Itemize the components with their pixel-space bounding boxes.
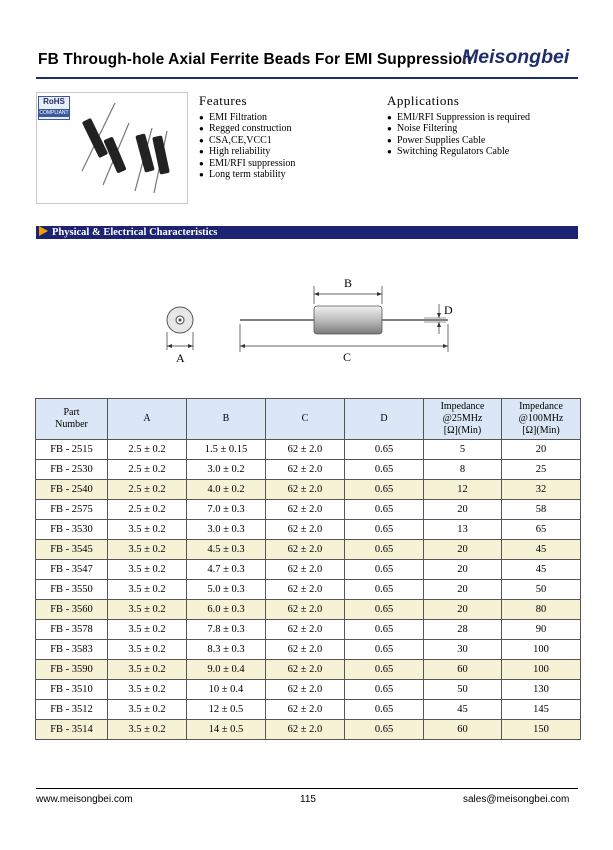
cell-b: 14 ± 0.5 bbox=[187, 720, 266, 740]
table-row bbox=[36, 540, 581, 560]
table-row bbox=[36, 480, 581, 500]
cell-b: 10 ± 0.4 bbox=[187, 680, 266, 700]
cell-c: 62 ± 2.0 bbox=[266, 720, 345, 740]
cell-a: 3.5 ± 0.2 bbox=[108, 600, 187, 620]
cell-part: FB - 3510 bbox=[36, 680, 108, 700]
features-list bbox=[199, 112, 295, 180]
cell-c: 62 ± 2.0 bbox=[266, 500, 345, 520]
table-row bbox=[36, 500, 581, 520]
applications-heading: Applications bbox=[387, 93, 460, 108]
cell-d: 0.65 bbox=[345, 500, 424, 520]
bullet-icon: ● bbox=[387, 147, 392, 157]
cell-z100: 45 bbox=[502, 560, 581, 580]
cell-d: 0.65 bbox=[345, 560, 424, 580]
feature-item-text: CSA,CE,VCC1 bbox=[209, 134, 272, 146]
cell-z25: 45 bbox=[424, 700, 502, 720]
rohs-badge bbox=[38, 96, 70, 120]
cell-z100: 100 bbox=[502, 640, 581, 660]
cell-a: 2.5 ± 0.2 bbox=[108, 500, 187, 520]
cell-z25: 20 bbox=[424, 600, 502, 620]
cell-a: 2.5 ± 0.2 bbox=[108, 460, 187, 480]
cell-z100: 58 bbox=[502, 500, 581, 520]
brand-logo: Meisongbei bbox=[462, 46, 570, 68]
cell-a: 3.5 ± 0.2 bbox=[108, 640, 187, 660]
section-title: Physical & Electrical Characteristics bbox=[52, 227, 218, 238]
cell-b: 1.5 ± 0.15 bbox=[187, 440, 266, 460]
cell-a: 3.5 ± 0.2 bbox=[108, 660, 187, 680]
cell-b: 5.0 ± 0.3 bbox=[187, 580, 266, 600]
cell-z100: 80 bbox=[502, 600, 581, 620]
cell-part: FB - 3530 bbox=[36, 520, 108, 540]
footer-website[interactable]: www.meisongbei.com bbox=[36, 794, 133, 805]
cell-a: 2.5 ± 0.2 bbox=[108, 480, 187, 500]
cell-d: 0.65 bbox=[345, 520, 424, 540]
column-header: Impedance @100MHz [Ω](Min) bbox=[502, 399, 581, 440]
cell-part: FB - 3583 bbox=[36, 640, 108, 660]
cell-z100: 32 bbox=[502, 480, 581, 500]
cell-z100: 145 bbox=[502, 700, 581, 720]
cell-d: 0.65 bbox=[345, 460, 424, 480]
bullet-icon: ● bbox=[199, 135, 204, 145]
feature-item-text: EMI Filtration bbox=[209, 112, 268, 123]
cell-d: 0.65 bbox=[345, 440, 424, 460]
cell-z25: 60 bbox=[424, 660, 502, 680]
bullet-icon: ● bbox=[199, 113, 204, 122]
cell-c: 62 ± 2.0 bbox=[266, 600, 345, 620]
cell-part: FB - 2540 bbox=[36, 480, 108, 500]
column-header: Part Number bbox=[36, 399, 108, 440]
table-row bbox=[36, 560, 581, 580]
bullet-icon: ● bbox=[387, 135, 392, 145]
cell-z100: 90 bbox=[502, 620, 581, 640]
feature-item bbox=[199, 169, 295, 180]
table-row bbox=[36, 720, 581, 740]
bullet-icon: ● bbox=[387, 124, 392, 134]
cell-z25: 20 bbox=[424, 500, 502, 520]
bullet-icon: ● bbox=[199, 158, 204, 168]
cell-z25: 13 bbox=[424, 520, 502, 540]
cell-a: 3.5 ± 0.2 bbox=[108, 580, 187, 600]
bullet-icon: ● bbox=[199, 147, 204, 157]
cell-z25: 20 bbox=[424, 580, 502, 600]
table-row bbox=[36, 640, 581, 660]
table-header-row bbox=[36, 399, 581, 440]
spec-table bbox=[35, 398, 581, 740]
application-item-text: Power Supplies Cable bbox=[397, 134, 486, 146]
cell-part: FB - 3560 bbox=[36, 600, 108, 620]
cell-a: 3.5 ± 0.2 bbox=[108, 720, 187, 740]
cell-b: 4.0 ± 0.2 bbox=[187, 480, 266, 500]
bullet-icon: ● bbox=[387, 113, 392, 122]
cell-z25: 30 bbox=[424, 640, 502, 660]
label-b: B bbox=[344, 276, 353, 290]
application-item bbox=[387, 135, 530, 146]
cell-c: 62 ± 2.0 bbox=[266, 640, 345, 660]
cell-z100: 45 bbox=[502, 540, 581, 560]
cell-z25: 20 bbox=[424, 540, 502, 560]
cell-z100: 130 bbox=[502, 680, 581, 700]
cell-z25: 5 bbox=[424, 440, 502, 460]
cell-part: FB - 2515 bbox=[36, 440, 108, 460]
cell-c: 62 ± 2.0 bbox=[266, 460, 345, 480]
application-item-text: EMI/RFI Suppression is required bbox=[397, 112, 531, 123]
column-header: Impedance @25MHz [Ω](Min) bbox=[424, 399, 502, 440]
section-header-bar bbox=[36, 226, 578, 239]
cell-z25: 12 bbox=[424, 480, 502, 500]
cell-part: FB - 2530 bbox=[36, 460, 108, 480]
cell-z25: 8 bbox=[424, 460, 502, 480]
cell-z25: 60 bbox=[424, 720, 502, 740]
cell-part: FB - 3550 bbox=[36, 580, 108, 600]
application-item bbox=[387, 146, 530, 157]
cell-part: FB - 3590 bbox=[36, 660, 108, 680]
cell-b: 7.0 ± 0.3 bbox=[187, 500, 266, 520]
feature-item bbox=[199, 123, 295, 134]
cell-d: 0.65 bbox=[345, 580, 424, 600]
cell-b: 9.0 ± 0.4 bbox=[187, 660, 266, 680]
column-header: A bbox=[108, 399, 187, 440]
label-a: A bbox=[176, 351, 185, 365]
cell-a: 3.5 ± 0.2 bbox=[108, 700, 187, 720]
cell-part: FB - 3545 bbox=[36, 540, 108, 560]
cell-b: 8.3 ± 0.3 bbox=[187, 640, 266, 660]
bullet-icon: ● bbox=[199, 170, 204, 180]
cell-a: 3.5 ± 0.2 bbox=[108, 520, 187, 540]
feature-item-text: Long term stability bbox=[209, 169, 286, 181]
cell-z100: 25 bbox=[502, 460, 581, 480]
cell-z100: 65 bbox=[502, 520, 581, 540]
rohs-compliant-label: COMPLIANT bbox=[39, 110, 69, 116]
cell-c: 62 ± 2.0 bbox=[266, 620, 345, 640]
cell-d: 0.65 bbox=[345, 700, 424, 720]
cell-c: 62 ± 2.0 bbox=[266, 480, 345, 500]
cell-c: 62 ± 2.0 bbox=[266, 520, 345, 540]
cell-c: 62 ± 2.0 bbox=[266, 660, 345, 680]
table-row bbox=[36, 680, 581, 700]
cell-part: FB - 3514 bbox=[36, 720, 108, 740]
cell-z100: 150 bbox=[502, 720, 581, 740]
applications-list bbox=[387, 112, 530, 158]
label-d: D bbox=[444, 303, 453, 317]
orange-arrow-icon bbox=[39, 226, 48, 236]
table-row bbox=[36, 520, 581, 540]
feature-item-text: EMI/RFI suppression bbox=[209, 157, 296, 169]
cell-c: 62 ± 2.0 bbox=[266, 700, 345, 720]
dimension-drawing bbox=[150, 272, 470, 372]
header-divider bbox=[36, 77, 578, 79]
cell-a: 3.5 ± 0.2 bbox=[108, 540, 187, 560]
page-title: FB Through-hole Axial Ferrite Beads For EMI Suppression bbox=[38, 51, 472, 68]
feature-item-text: Regged construction bbox=[209, 123, 292, 135]
cell-z100: 20 bbox=[502, 440, 581, 460]
footer-email[interactable]: sales@meisongbei.com bbox=[463, 794, 570, 805]
feature-item bbox=[199, 112, 295, 123]
feature-item-text: High reliability bbox=[209, 146, 271, 158]
cell-part: FB - 3512 bbox=[36, 700, 108, 720]
feature-item bbox=[199, 158, 295, 169]
column-header: C bbox=[266, 399, 345, 440]
bead-body bbox=[314, 306, 382, 334]
table-row bbox=[36, 620, 581, 640]
column-header: B bbox=[187, 399, 266, 440]
cell-b: 7.8 ± 0.3 bbox=[187, 620, 266, 640]
application-item bbox=[387, 112, 530, 123]
page-number: 115 bbox=[300, 794, 316, 805]
cell-z25: 50 bbox=[424, 680, 502, 700]
cell-a: 3.5 ± 0.2 bbox=[108, 560, 187, 580]
cell-a: 3.5 ± 0.2 bbox=[108, 680, 187, 700]
table-row bbox=[36, 700, 581, 720]
cell-a: 2.5 ± 0.2 bbox=[108, 440, 187, 460]
cell-z25: 20 bbox=[424, 560, 502, 580]
cell-b: 3.0 ± 0.3 bbox=[187, 520, 266, 540]
application-item-text: Switching Regulators Cable bbox=[397, 146, 510, 158]
cell-c: 62 ± 2.0 bbox=[266, 560, 345, 580]
cell-z100: 50 bbox=[502, 580, 581, 600]
application-item bbox=[387, 123, 530, 134]
application-item-text: Noise Filtering bbox=[397, 123, 458, 135]
cell-d: 0.65 bbox=[345, 680, 424, 700]
cell-d: 0.65 bbox=[345, 620, 424, 640]
bullet-icon: ● bbox=[199, 124, 204, 134]
cell-c: 62 ± 2.0 bbox=[266, 440, 345, 460]
cell-b: 4.5 ± 0.3 bbox=[187, 540, 266, 560]
table-row bbox=[36, 440, 581, 460]
feature-item bbox=[199, 135, 295, 146]
cell-d: 0.65 bbox=[345, 720, 424, 740]
table-row bbox=[36, 580, 581, 600]
cell-b: 6.0 ± 0.3 bbox=[187, 600, 266, 620]
feature-item bbox=[199, 146, 295, 157]
cell-part: FB - 3578 bbox=[36, 620, 108, 640]
cell-c: 62 ± 2.0 bbox=[266, 680, 345, 700]
cell-d: 0.65 bbox=[345, 480, 424, 500]
rohs-label: RoHS bbox=[43, 97, 65, 106]
cell-d: 0.65 bbox=[345, 600, 424, 620]
cell-a: 3.5 ± 0.2 bbox=[108, 620, 187, 640]
cell-d: 0.65 bbox=[345, 640, 424, 660]
cell-c: 62 ± 2.0 bbox=[266, 580, 345, 600]
cell-part: FB - 2575 bbox=[36, 500, 108, 520]
table-row bbox=[36, 660, 581, 680]
features-heading: Features bbox=[199, 93, 248, 108]
footer-divider bbox=[36, 788, 578, 789]
cell-z100: 100 bbox=[502, 660, 581, 680]
label-c: C bbox=[343, 350, 352, 364]
cell-b: 12 ± 0.5 bbox=[187, 700, 266, 720]
table-row bbox=[36, 600, 581, 620]
cell-d: 0.65 bbox=[345, 660, 424, 680]
cell-d: 0.65 bbox=[345, 540, 424, 560]
cell-z25: 28 bbox=[424, 620, 502, 640]
column-header: D bbox=[345, 399, 424, 440]
cell-b: 4.7 ± 0.3 bbox=[187, 560, 266, 580]
cell-part: FB - 3547 bbox=[36, 560, 108, 580]
cell-b: 3.0 ± 0.2 bbox=[187, 460, 266, 480]
cell-c: 62 ± 2.0 bbox=[266, 540, 345, 560]
table-row bbox=[36, 460, 581, 480]
